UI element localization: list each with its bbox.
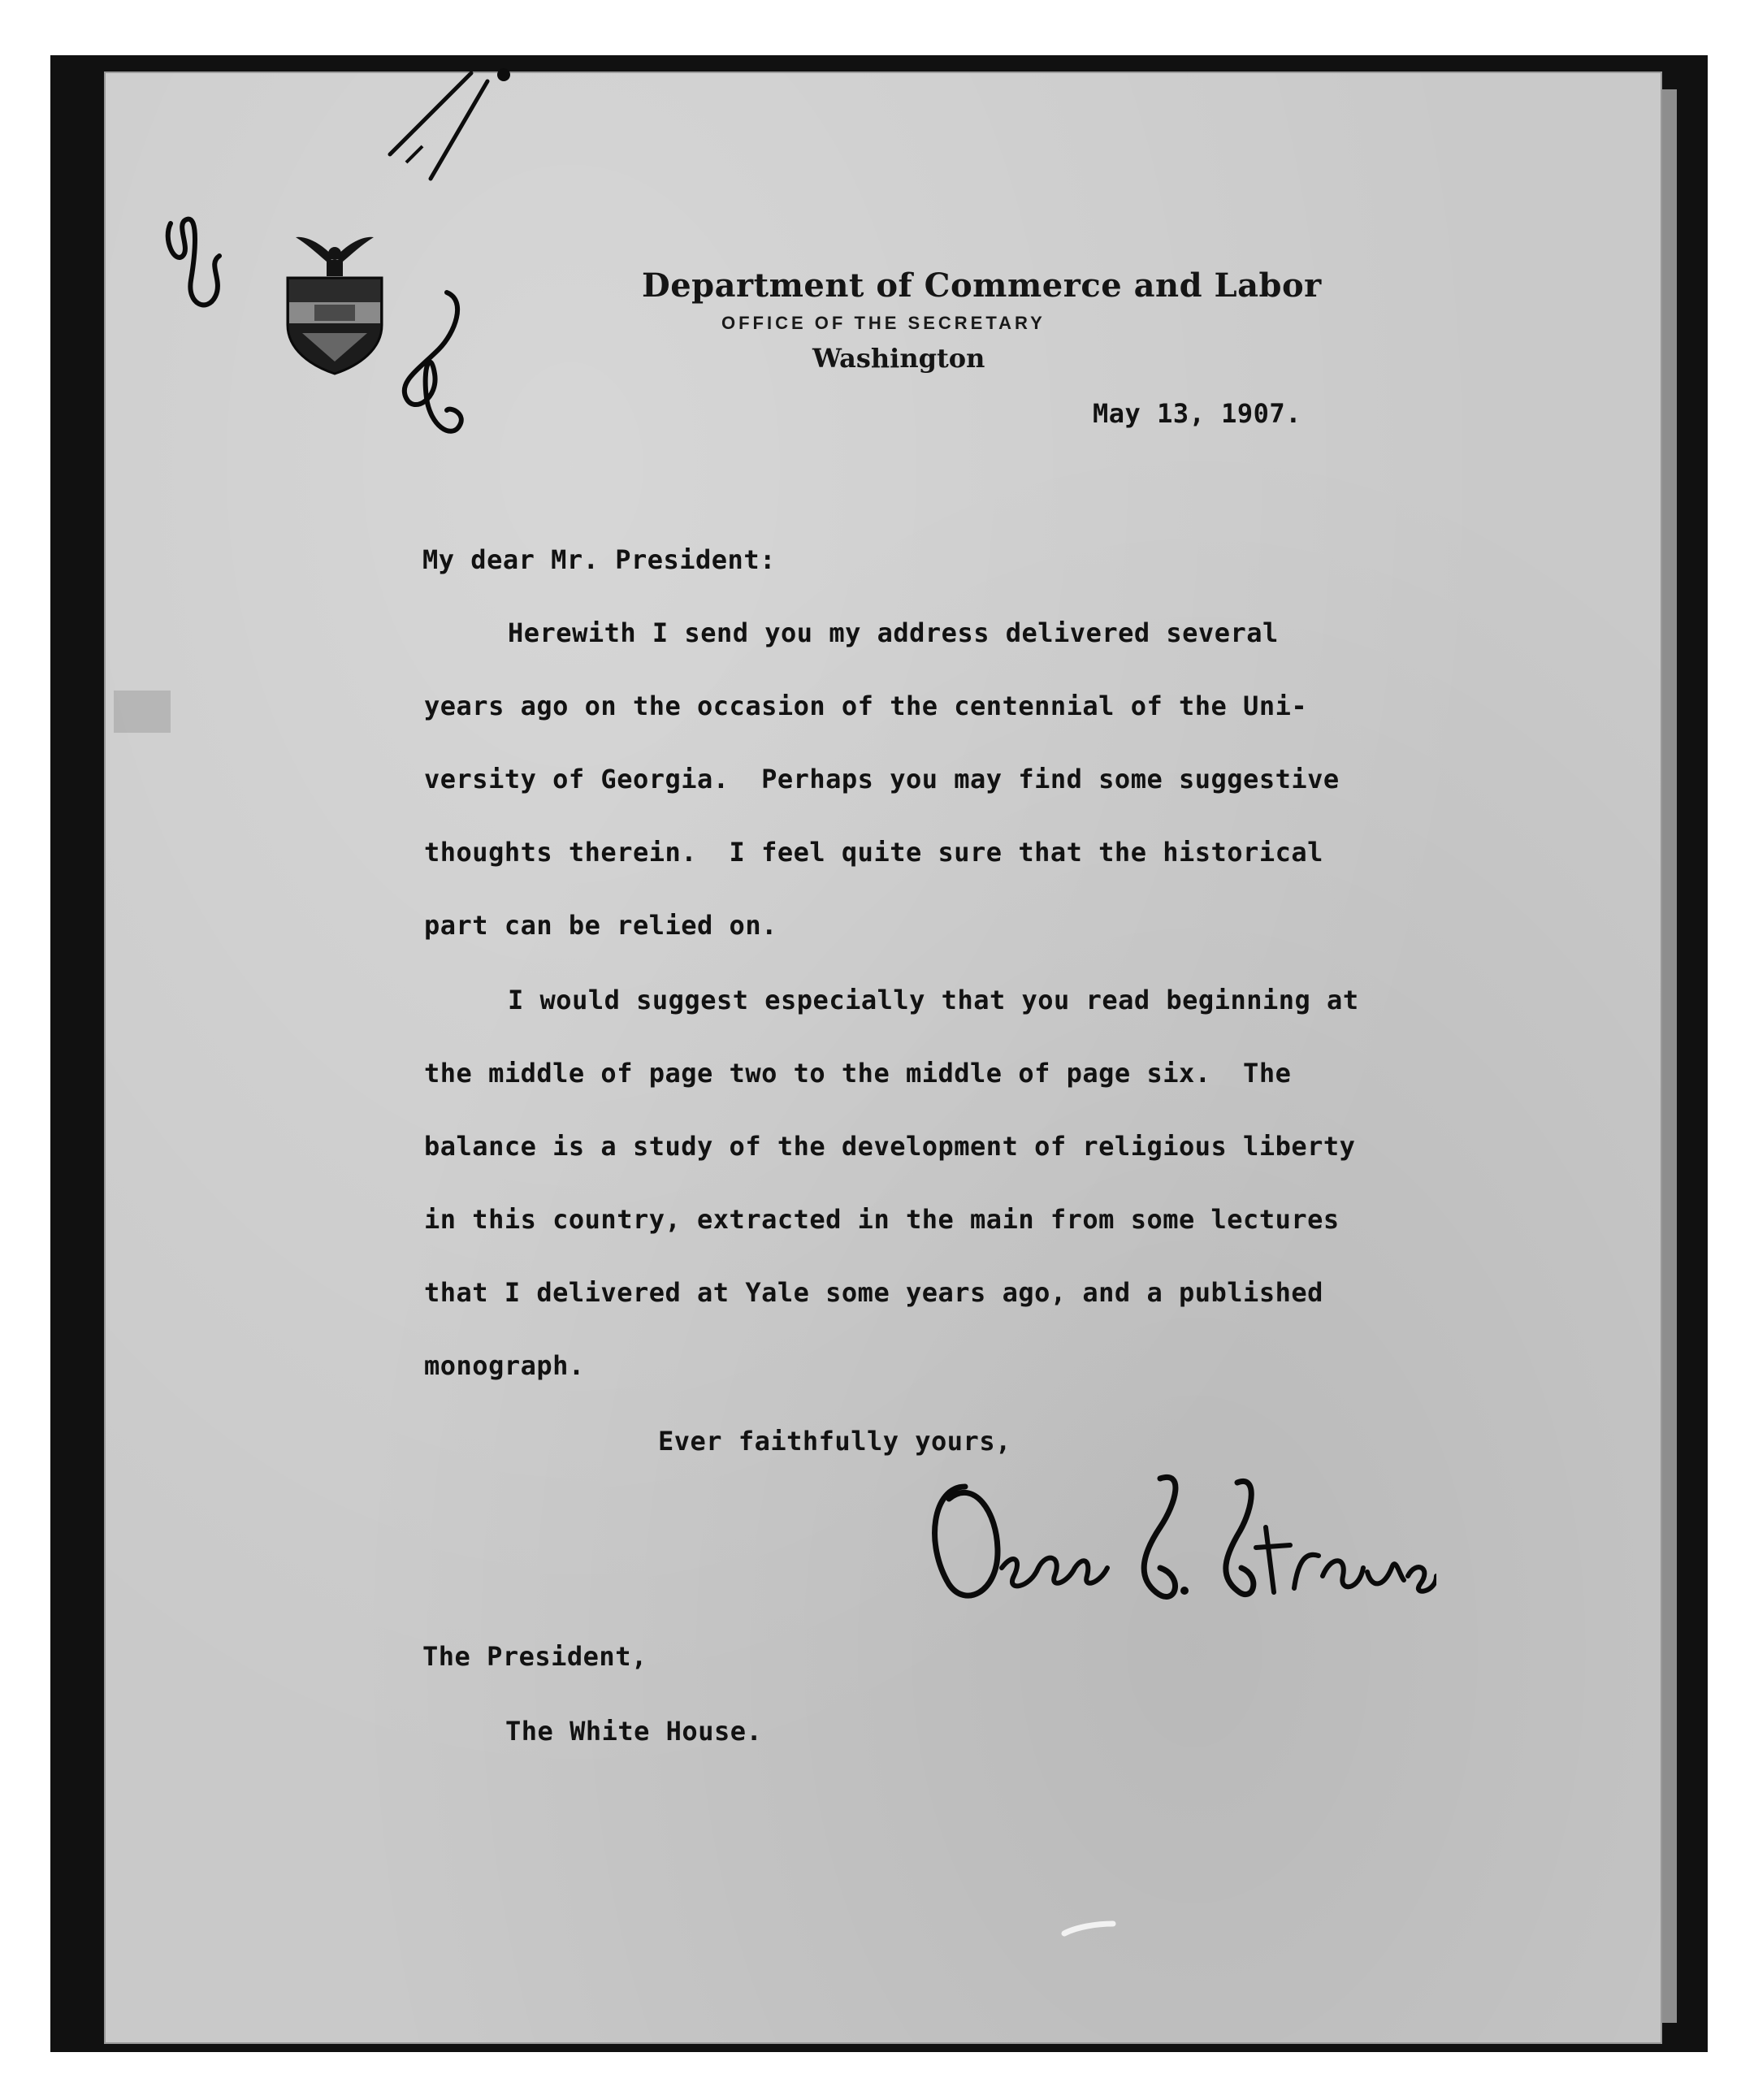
body-line: versity of Georgia. Perhaps you may find some suggestive: [424, 764, 1340, 795]
handwritten-s-mark: [390, 284, 487, 447]
paper-speck: [1060, 1919, 1117, 1938]
salutation: My dear Mr. President:: [422, 544, 776, 575]
letterhead-office: OFFICE OF THE SECRETARY: [721, 313, 1046, 333]
addressee-line-1: The President,: [422, 1641, 647, 1672]
body-line: years ago on the occasion of the centennial of the Uni-: [424, 691, 1308, 721]
body-line: balance is a study of the development of religious liberty: [424, 1131, 1356, 1162]
department-seal-icon: [278, 227, 392, 382]
handwritten-mark: [158, 207, 240, 321]
body-line: thoughts therein. I feel quite sure that the historical: [424, 837, 1323, 868]
sheet-edge: [1662, 89, 1677, 2023]
body-line: that I delivered at Yale some years ago, and a published: [424, 1277, 1323, 1308]
closing: Ever faithfully yours,: [658, 1426, 1011, 1457]
body-line: part can be relied on.: [424, 910, 777, 941]
body-line: I would suggest especially that you read beginning at: [508, 985, 1359, 1015]
smudge: [114, 691, 171, 733]
body-line: monograph.: [424, 1350, 585, 1381]
letterhead-department: Department of Commerce and Labor: [642, 266, 1322, 305]
body-line: in this country, extracted in the main from some lectures: [424, 1204, 1340, 1235]
letter-date: May 13, 1907.: [1093, 398, 1301, 429]
body-line: Herewith I send you my address delivered several: [508, 617, 1279, 648]
pencil-scratch-marks: [374, 65, 536, 187]
handwritten-signature: [916, 1454, 1436, 1641]
body-line: the middle of page two to the middle of page six. The: [424, 1058, 1292, 1089]
addressee-line-2: The White House.: [505, 1716, 763, 1747]
letterhead-city: Washington: [812, 343, 985, 374]
